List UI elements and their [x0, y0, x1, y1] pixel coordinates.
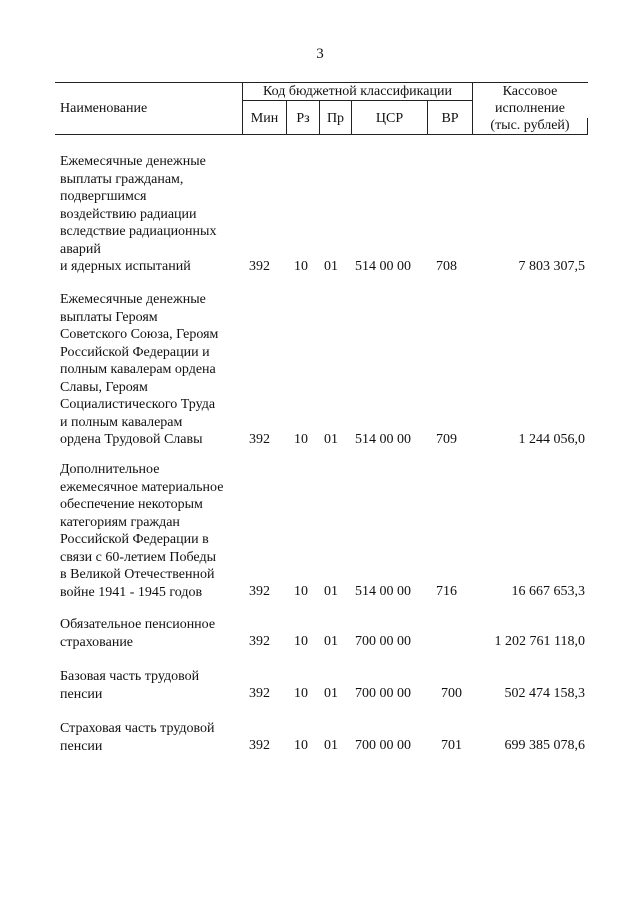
row-amount: 7 803 307,5 [518, 259, 585, 274]
row-amount: 1 202 761 118,0 [494, 634, 585, 649]
header-name: Наименование [60, 101, 148, 116]
row-csr: 700 00 00 [355, 686, 411, 701]
row-rz: 10 [294, 738, 308, 753]
row-name: Обязательное пенсионное страхование [60, 617, 216, 650]
row-pr: 01 [324, 432, 338, 447]
header-min: Мин [250, 111, 279, 126]
row-name: Дополнительное ежемесячное материальное обеспечение некоторым категориям граждан Российской Федерации в связи с 60-летием Победы в Великой Отечественной войне 1941 - 1945 годов [60, 462, 224, 600]
row-pr: 01 [324, 738, 338, 753]
header-rz: Рз [296, 111, 310, 126]
row-vr: 700 [441, 686, 462, 701]
header-pr: Пр [326, 111, 345, 126]
row-rz: 10 [294, 634, 308, 649]
row-amount: 1 244 056,0 [518, 432, 585, 447]
header-execution-line2: исполнение [495, 101, 565, 116]
row-pr: 01 [324, 686, 338, 701]
row-name: Базовая часть трудовой пенсии [60, 669, 200, 702]
row-rz: 10 [294, 584, 308, 599]
row-min: 392 [249, 686, 270, 701]
row-rz: 10 [294, 686, 308, 701]
row-csr: 514 00 00 [355, 432, 411, 447]
row-vr: 709 [436, 432, 457, 447]
row-min: 392 [249, 634, 270, 649]
header-csr: ЦСР [375, 111, 404, 126]
row-vr: 701 [441, 738, 462, 753]
header-divider-right [587, 118, 588, 135]
row-min: 392 [249, 432, 270, 447]
row-vr: 708 [436, 259, 457, 274]
row-name: Страховая часть трудовой пенсии [60, 721, 215, 754]
row-rz: 10 [294, 432, 308, 447]
row-name: Ежемесячные денежные выплаты гражданам, подвергшимся воздействию радиации вследствие радиационных аварий и ядерных испытаний [60, 154, 217, 274]
page-number: 3 [316, 46, 324, 62]
row-pr: 01 [324, 584, 338, 599]
header-budget-classification: Код бюджетной классификации [263, 84, 452, 99]
row-csr: 700 00 00 [355, 634, 411, 649]
row-amount: 502 474 158,3 [504, 686, 585, 701]
row-name: Ежемесячные денежные выплаты Героям Советского Союза, Героям Российской Федерации и полным кавалерам ордена Славы, Героям Социалистического Труда и полным кавалерам ордена Трудовой Славы [60, 292, 219, 447]
header-mid-rule [242, 100, 472, 101]
row-vr: 716 [436, 584, 457, 599]
row-rz: 10 [294, 259, 308, 274]
header-execution-line1: Кассовое [502, 84, 558, 99]
row-csr: 514 00 00 [355, 259, 411, 274]
row-min: 392 [249, 584, 270, 599]
row-min: 392 [249, 738, 270, 753]
row-csr: 700 00 00 [355, 738, 411, 753]
header-bottom-rule [55, 134, 588, 135]
row-pr: 01 [324, 259, 338, 274]
row-pr: 01 [324, 634, 338, 649]
header-execution-line3: (тыс. рублей) [490, 118, 570, 133]
row-amount: 16 667 653,3 [511, 584, 585, 599]
row-amount: 699 385 078,6 [504, 738, 585, 753]
row-csr: 514 00 00 [355, 584, 411, 599]
header-vr: ВР [441, 111, 459, 126]
row-min: 392 [249, 259, 270, 274]
